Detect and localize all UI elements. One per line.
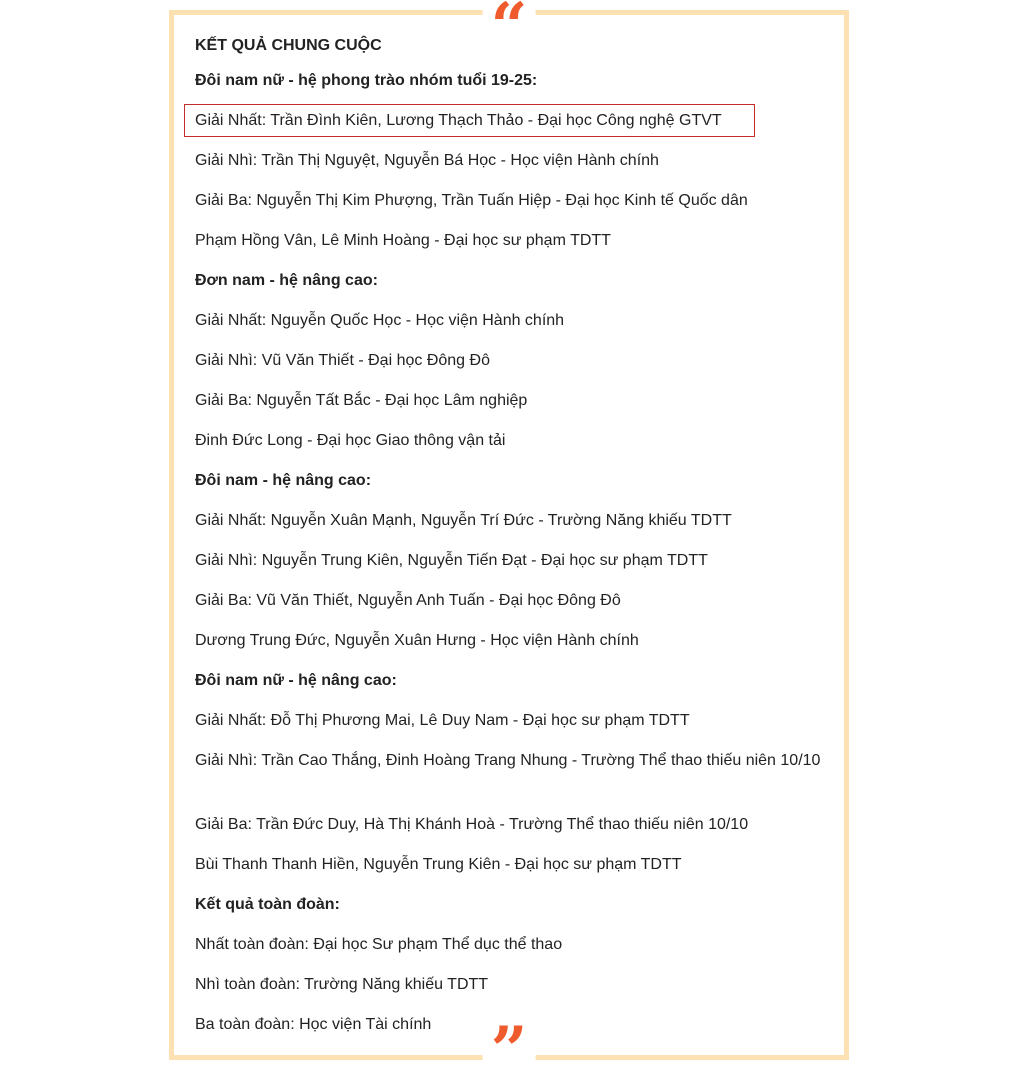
section-title: Đôi nam nữ - hệ nâng cao: [195,672,397,689]
section-mens-singles-advanced [195,261,831,461]
section-mixed-doubles-advanced [195,661,831,885]
result-line: Giải Ba: Nguyễn Tất Bắc - Đại học Lâm nghiệp [195,392,528,409]
result-line: Dương Trung Đức, Nguyễn Xuân Hưng - Học viện Hành chính [195,632,639,649]
results-content [195,31,831,1045]
result-line: Nhì toàn đoàn: Trường Năng khiếu TDTT [195,976,489,993]
result-line: Nhất toàn đoàn: Đại học Sư phạm Thể dục thể thao [195,936,563,953]
result-line: Đinh Đức Long - Đại học Giao thông vận tải [195,432,506,449]
result-line: Ba toàn đoàn: Học viện Tài chính [195,1016,432,1033]
section-mixed-doubles-19-25 [195,61,831,261]
result-line: Giải Ba: Vũ Văn Thiết, Nguyễn Anh Tuấn - Đại học Đông Đô [195,592,621,609]
result-line: Giải Nhì: Trần Thị Nguyệt, Nguyễn Bá Học - Học viện Hành chính [195,152,659,169]
quote-box [169,0,849,1088]
results-heading: KẾT QUẢ CHUNG CUỘC [195,37,382,54]
result-line: Bùi Thanh Thanh Hiền, Nguyễn Trung Kiên - Đại học sư phạm TDTT [195,856,682,873]
result-text: Giải Nhất: Trần Đình Kiên, Lương Thạch Thảo - Đại học Công nghệ GTVT [195,112,722,129]
result-line: Phạm Hồng Vân, Lê Minh Hoàng - Đại học sư phạm TDTT [195,232,611,249]
section-title: Kết quả toàn đoàn: [195,896,340,913]
result-line: Giải Nhì: Vũ Văn Thiết - Đại học Đông Đô [195,352,490,369]
close-quote-icon: ” [483,1031,536,1065]
result-line-highlighted [195,101,831,141]
result-line: Giải Nhì: Nguyễn Trung Kiên, Nguyễn Tiến Đạt - Đại học sư phạm TDTT [195,552,708,569]
section-title: Đôi nam nữ - hệ phong trào nhóm tuổi 19-25: [195,72,538,89]
section-title: Đơn nam - hệ nâng cao: [195,272,378,289]
open-quote-icon: “ [483,7,536,41]
result-line: Giải Ba: Trần Đức Duy, Hà Thị Khánh Hoà - Trường Thể thao thiếu niên 10/10 [195,816,749,833]
section-title: Đôi nam - hệ nâng cao: [195,472,372,489]
section-mens-doubles-advanced [195,461,831,661]
result-line: Giải Ba: Nguyễn Thị Kim Phượng, Trần Tuấn Hiệp - Đại học Kinh tế Quốc dân [195,192,748,209]
result-line: Giải Nhất: Đỗ Thị Phương Mai, Lê Duy Nam - Đại học sư phạm TDTT [195,712,690,729]
result-line: Giải Nhất: Nguyễn Xuân Mạnh, Nguyễn Trí Đức - Trường Năng khiếu TDTT [195,512,732,529]
result-line: Giải Nhất: Nguyễn Quốc Học - Học viện Hành chính [195,312,565,329]
result-line: Giải Nhì: Trần Cao Thắng, Đinh Hoàng Trang Nhung - Trường Thể thao thiếu niên 10/10 [195,752,821,769]
